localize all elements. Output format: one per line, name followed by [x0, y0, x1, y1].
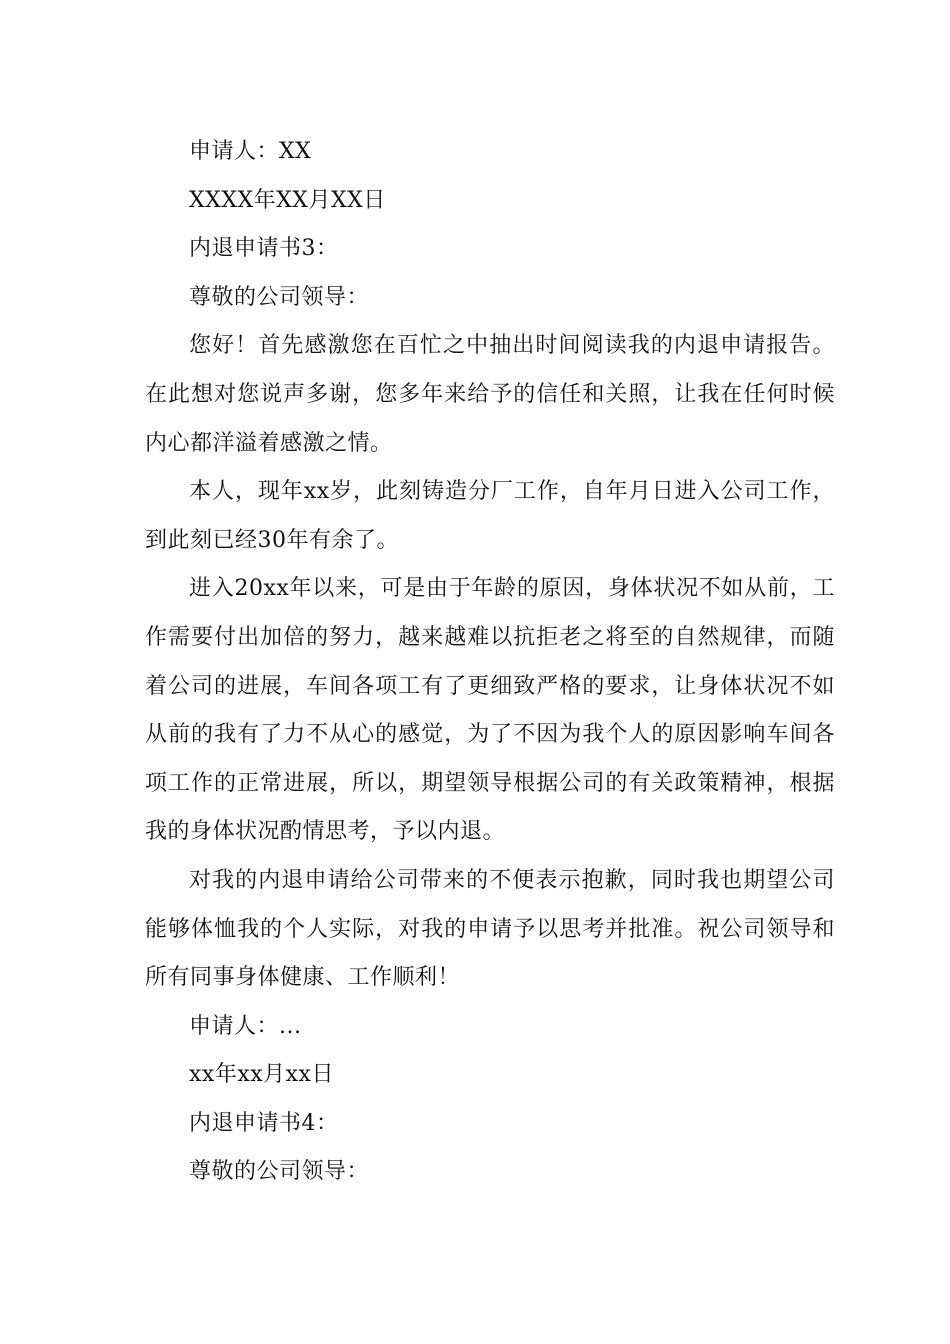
paragraph-greeting: 您好！首先感激您在百忙之中抽出时间阅读我的内退申请报告。在此想对您说声多谢，您多年来给予的信任和关照，让我在任何时候内心都洋溢着感激之情。: [145, 333, 835, 456]
paragraph-closing: 对我的内退申请给公司带来的不便表示抱歉，同时我也期望公司能够体恤我的个人实际，对我的申请予以思考并批准。祝公司领导和所有同事身体健康、工作顺利！: [145, 867, 835, 991]
applicant-line: 申请人：XX: [189, 139, 312, 164]
salutation: 尊敬的公司领导：: [189, 1159, 370, 1185]
applicant-line: 申请人：...: [189, 1013, 302, 1039]
letter-title: 内退申请书4：: [189, 1110, 339, 1136]
date-line: xx年xx月xx日: [189, 1062, 334, 1088]
salutation: 尊敬的公司领导：: [189, 284, 370, 310]
date-line: XXXX年XX月XX日: [189, 187, 386, 213]
document-body: [145, 128, 835, 1197]
paragraph-background: 本人，现年xx岁，此刻铸造分厂工作，自年月日进入公司工作，到此刻已经30年有余了。: [145, 479, 835, 553]
paragraph-reason: 进入20xx年以来，可是由于年龄的原因，身体状况不如从前，工作需要付出加倍的努力，越来越难以抗拒老之将至的自然规律，而随着公司的进展，车间各项工有了更细致严格的要求，让身体状况不如从前的我有了力不从心的感觉，为了不因为我个人的原因影响车间各项工作的正常进展，所以，期望领导根据公司的有关政策精神，根据我的身体状况酌情思考，予以内退。: [145, 576, 835, 845]
letter-title: 内退申请书3：: [189, 236, 339, 262]
